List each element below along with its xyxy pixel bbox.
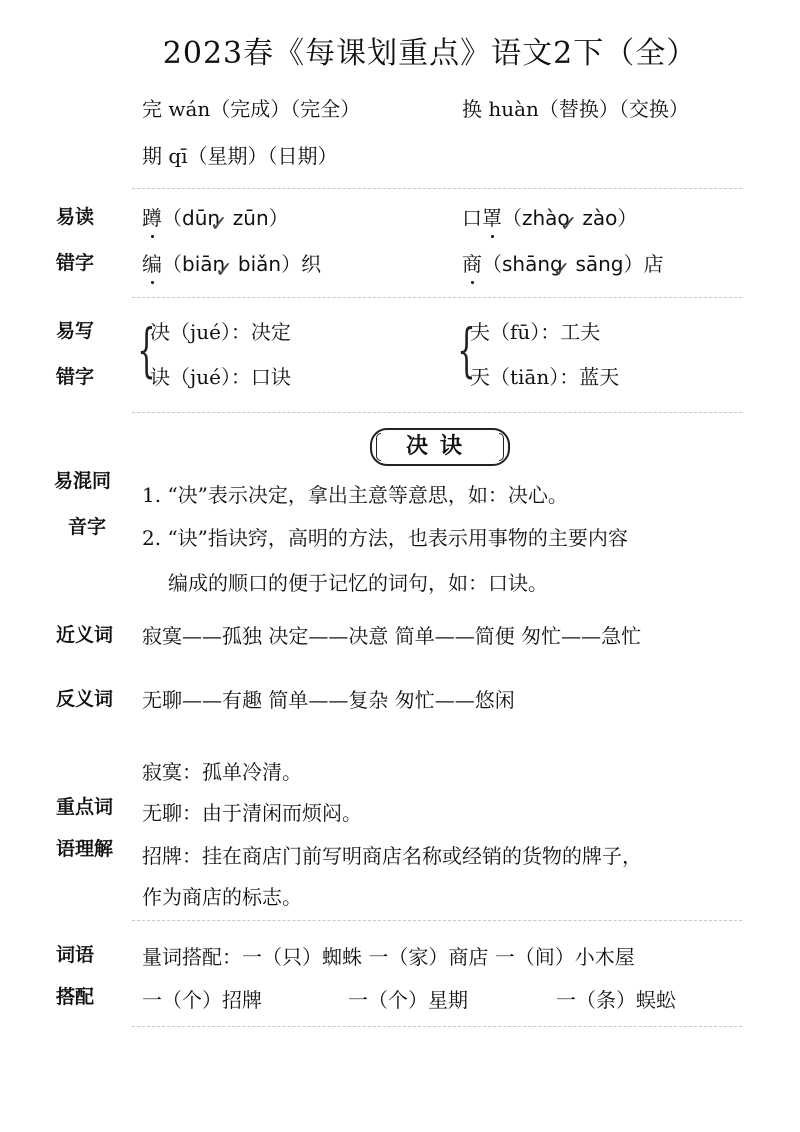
section-label-homophone: 易混同 [54, 470, 112, 492]
homophone-line-2: 2. “诀”指诀窍，高明的方法，也表示用事物的主要内容 [142, 526, 628, 550]
easy-write-left-1: 决（jué）：决定 [150, 320, 291, 344]
easy-write-right-2: 天（tiān）：蓝天 [470, 365, 620, 389]
section-label-collocation-2: 搭配 [56, 986, 95, 1008]
key-word-line-4: 作为商店的标志。 [142, 885, 302, 909]
antonyms-list: 无聊——有趣 简单——复杂 匆忙——悠闲 [142, 688, 515, 712]
intro-row2-left: 期 qī（星期）（日期） [142, 144, 338, 168]
intro-row1-right: 换 huàn（替换）（交换） [462, 97, 689, 121]
divider [132, 1026, 742, 1027]
right-brace: { [457, 316, 476, 384]
intro-row1-left: 完 wán（完成）（完全） [142, 97, 361, 121]
section-label-easy-read: 易读 [56, 206, 95, 228]
easy-read-item-shang: 商（shāng ✓ sāng）店 [462, 248, 664, 277]
divider [132, 920, 742, 921]
divider [132, 188, 742, 189]
wrong-pinyin: sāng [575, 252, 624, 276]
target-char: 编 [142, 248, 162, 277]
wrong-pinyin: zūn [232, 206, 269, 230]
homophone-line-3: 编成的顺口的便于记忆的词句，如：口诀。 [168, 571, 548, 595]
collocation-line-1: 量词搭配：一（只）蜘蛛 一（家）商店 一（间）小木屋 [142, 945, 635, 969]
section-label-antonyms: 反义词 [56, 688, 114, 710]
synonyms-list: 寂寞——孤独 决定——决意 简单——简便 匆忙——急忙 [142, 624, 642, 648]
correct-pinyin: shāng ✓ [502, 252, 563, 276]
target-char: 罩 [482, 202, 502, 231]
collocation-item-1: 一（个）招牌 [142, 988, 262, 1012]
section-label-easy-write: 易写 [56, 320, 95, 342]
correct-pinyin: zhào ✓ [522, 206, 570, 230]
key-word-line-3: 招牌：挂在商店门前写明商店名称或经销的货物的牌子， [142, 844, 642, 868]
target-char: 商 [462, 248, 482, 277]
easy-write-left-2: 诀（jué）：口诀 [150, 365, 291, 389]
section-label-synonyms: 近义词 [56, 624, 114, 646]
key-word-line-1: 寂寞：孤单冷清。 [142, 760, 302, 784]
correct-pinyin: biān ✓ [182, 252, 225, 276]
section-label-key-words-2: 语理解 [56, 838, 114, 860]
wrong-pinyin: zào [582, 206, 618, 230]
collocation-item-3: 一（条）蜈蚣 [556, 988, 676, 1012]
divider [132, 297, 742, 298]
target-char: 蹲 [142, 202, 162, 231]
easy-read-item-zhao: 口罩（zhào ✓ zào） [462, 202, 637, 231]
left-brace: { [137, 316, 156, 384]
correct-pinyin: dūn ✓ [182, 206, 220, 230]
collocation-item-2: 一（个）星期 [348, 988, 468, 1012]
easy-write-right-1: 夫（fū）：工夫 [470, 320, 601, 344]
easy-read-item-dun: 蹲（dūn ✓ zūn） [142, 202, 289, 231]
section-label-collocation: 词语 [56, 944, 95, 966]
section-label-wrong-char: 错字 [56, 252, 95, 274]
section-label-homophone-2: 音字 [68, 516, 107, 538]
homophone-line-1: 1. “决”表示决定，拿出主意等意思，如：决心。 [142, 483, 568, 507]
key-word-line-2: 无聊：由于清闲而烦闷。 [142, 801, 362, 825]
divider [132, 412, 742, 413]
easy-read-item-bian: 编（biān ✓ biǎn）织 [142, 248, 321, 277]
wrong-pinyin: biǎn [237, 252, 282, 276]
homophone-badge: 决诀 [370, 428, 510, 466]
section-label-key-words: 重点词 [56, 796, 114, 818]
page-title: 2023春《每课划重点》语文2下（全） [162, 36, 698, 71]
section-label-wrong-char-2: 错字 [56, 366, 95, 388]
